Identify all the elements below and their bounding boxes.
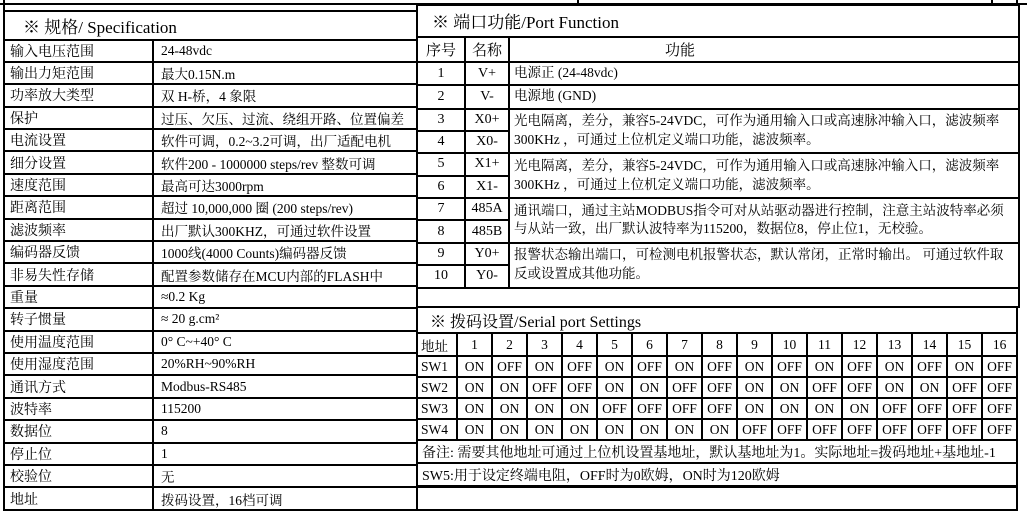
spec-label: 使用温度范围 bbox=[4, 331, 153, 353]
sw-state-cell: ON bbox=[597, 419, 632, 440]
sw-state-cell: OFF bbox=[807, 419, 842, 440]
sw-name: SW4 bbox=[417, 419, 457, 440]
pin-name: X0+ bbox=[465, 109, 509, 131]
sw-state-cell: OFF bbox=[982, 398, 1017, 419]
spec-row bbox=[4, 308, 419, 330]
pin-name: Y0- bbox=[465, 265, 509, 287]
pin-function: 光电隔离，差分，兼容5-24VDC，可作为通用输入口或高速脉冲输入口，滤波频率300KHz ，可通过上位机定义端口功能，滤波频率。 bbox=[509, 109, 1019, 154]
pin-function: 电源正 (24-48vdc) bbox=[509, 62, 1019, 85]
sw-state-cell: OFF bbox=[702, 398, 737, 419]
address-cell: 8 bbox=[702, 333, 737, 356]
address-cell: 4 bbox=[562, 333, 597, 356]
address-label: 地址 bbox=[417, 333, 457, 356]
port-empty-row bbox=[417, 288, 1019, 307]
spec-label: 保护 bbox=[4, 107, 153, 129]
dip-empty-row bbox=[417, 487, 1017, 510]
sw-row bbox=[417, 356, 1017, 377]
spec-value: 配置参数储存在MCU内部的FLASH中 bbox=[153, 263, 419, 285]
port-title-row bbox=[417, 5, 1019, 37]
spec-row bbox=[4, 331, 419, 353]
spec-label: 使用湿度范围 bbox=[4, 353, 153, 375]
sw-state-cell: ON bbox=[562, 398, 597, 419]
spec-label: 转子惯量 bbox=[4, 308, 153, 330]
sw-state-cell: ON bbox=[632, 377, 667, 398]
port-col-header-index: 序号 bbox=[417, 37, 465, 62]
sw-state-cell: OFF bbox=[842, 419, 877, 440]
sw-state-cell: OFF bbox=[562, 356, 597, 377]
sw-row bbox=[417, 398, 1017, 419]
pin-function: 电源地 (GND) bbox=[509, 85, 1019, 108]
sw-state-cell: OFF bbox=[562, 377, 597, 398]
sw-state-cell: ON bbox=[877, 356, 912, 377]
sw-state-cell: ON bbox=[597, 377, 632, 398]
spec-label: 地址 bbox=[4, 487, 153, 510]
spec-label: 速度范围 bbox=[4, 174, 153, 196]
spec-row bbox=[4, 62, 419, 84]
sw-state-cell: OFF bbox=[632, 356, 667, 377]
spec-value: 软件可调，0.2~3.2可调，出厂适配电机 bbox=[153, 129, 419, 151]
pin-function: 通讯端口，通过主站MODBUS指令可对从站驱动器进行控制，注意主站波特率必须与从站一致，出厂默认波特率为115200，数据位8，停止位1，无校验。 bbox=[509, 198, 1019, 243]
pin-name: X1+ bbox=[465, 153, 509, 175]
spec-value: 超过 10,000,000 圈 (200 steps/rev) bbox=[153, 196, 419, 218]
sw-state-cell: ON bbox=[772, 377, 807, 398]
pin-function: 报警状态输出端口，可检测电机报警状态，默认常闭，正常时输出。 可通过软件取反或设置成其他功能。 bbox=[509, 243, 1019, 288]
spec-value: 最大0.15N.m bbox=[153, 62, 419, 84]
address-cell: 3 bbox=[527, 333, 562, 356]
sw-state-cell: OFF bbox=[947, 377, 982, 398]
empty-cell bbox=[417, 487, 1017, 510]
sw-state-cell: ON bbox=[842, 398, 877, 419]
spec-row bbox=[4, 487, 419, 510]
pin-name: 485B bbox=[465, 220, 509, 242]
spec-row bbox=[4, 375, 419, 397]
address-cell: 15 bbox=[947, 333, 982, 356]
sw-state-cell: ON bbox=[737, 356, 772, 377]
dip-settings-table bbox=[416, 306, 1018, 511]
spec-label: 输出力矩范围 bbox=[4, 62, 153, 84]
port-function-table bbox=[416, 4, 1020, 308]
base-address-note: 备注: 需要其他地址可通过上位机设置基地址，默认基地址为1。实际地址=拨码地址+基地址-1 bbox=[417, 440, 1017, 463]
specification-table bbox=[3, 10, 420, 511]
sw-name: SW1 bbox=[417, 356, 457, 377]
sw-state-cell: ON bbox=[667, 356, 702, 377]
spec-row bbox=[4, 263, 419, 285]
sw-state-cell: OFF bbox=[702, 377, 737, 398]
spec-label: 细分设置 bbox=[4, 151, 153, 173]
port-row bbox=[417, 109, 1019, 131]
spec-row bbox=[4, 129, 419, 151]
port-col-header-name: 名称 bbox=[465, 37, 509, 62]
pin-name: V- bbox=[465, 85, 509, 108]
address-cell: 1 bbox=[457, 333, 492, 356]
port-row bbox=[417, 243, 1019, 265]
sw-state-cell: ON bbox=[562, 419, 597, 440]
address-cell: 12 bbox=[842, 333, 877, 356]
spec-row bbox=[4, 174, 419, 196]
port-header-row bbox=[417, 37, 1019, 62]
address-cell: 9 bbox=[737, 333, 772, 356]
spec-label: 数据位 bbox=[4, 420, 153, 442]
spec-label: 波特率 bbox=[4, 398, 153, 420]
spec-label: 通讯方式 bbox=[4, 375, 153, 397]
sw-state-cell: ON bbox=[947, 356, 982, 377]
spec-label: 非易失性存储 bbox=[4, 263, 153, 285]
address-cell: 14 bbox=[912, 333, 947, 356]
spec-value: 最高可达3000rpm bbox=[153, 174, 419, 196]
pin-name: X1- bbox=[465, 176, 509, 198]
sw-state-cell: ON bbox=[492, 377, 527, 398]
spec-value: 8 bbox=[153, 420, 419, 442]
port-row bbox=[417, 62, 1019, 85]
sw-state-cell: OFF bbox=[947, 419, 982, 440]
address-cell: 16 bbox=[982, 333, 1017, 356]
address-cell: 7 bbox=[667, 333, 702, 356]
pin-number: 6 bbox=[417, 176, 465, 198]
spec-value: 无 bbox=[153, 465, 419, 487]
sw-state-cell: ON bbox=[527, 398, 562, 419]
sw-state-cell: ON bbox=[632, 419, 667, 440]
sw-state-cell: OFF bbox=[772, 419, 807, 440]
spec-row bbox=[4, 241, 419, 263]
sw-state-cell: OFF bbox=[597, 398, 632, 419]
sw-row bbox=[417, 419, 1017, 440]
dip-section-title: ※ 拨码设置/Serial port Settings bbox=[417, 307, 1017, 333]
sw-state-cell: ON bbox=[527, 356, 562, 377]
spec-value: 拨码设置，16档可调 bbox=[153, 487, 419, 510]
sw-state-cell: OFF bbox=[772, 356, 807, 377]
sw-name: SW3 bbox=[417, 398, 457, 419]
pin-number: 1 bbox=[417, 62, 465, 85]
pin-function: 光电隔离，差分，兼容5-24VDC，可作为通用输入口或高速脉冲输入口，滤波频率300KHz ，可通过上位机定义端口功能，滤波频率。 bbox=[509, 153, 1019, 198]
spec-value: 1000线(4000 Counts)编码器反馈 bbox=[153, 241, 419, 263]
pin-name: Y0+ bbox=[465, 243, 509, 265]
sw-state-cell: ON bbox=[457, 356, 492, 377]
sw-state-cell: OFF bbox=[947, 398, 982, 419]
sw5-note: SW5:用于设定终端电阻，OFF时为0欧姆，ON时为120欧姆 bbox=[417, 463, 1017, 487]
spec-row bbox=[4, 286, 419, 308]
spec-row bbox=[4, 196, 419, 218]
spec-value: 20%RH~90%RH bbox=[153, 353, 419, 375]
sw-state-cell: ON bbox=[737, 398, 772, 419]
sw-state-cell: OFF bbox=[877, 419, 912, 440]
spec-label: 输入电压范围 bbox=[4, 40, 153, 62]
sw-state-cell: ON bbox=[807, 356, 842, 377]
sw-state-cell: OFF bbox=[877, 398, 912, 419]
spec-row bbox=[4, 398, 419, 420]
spec-label: 电流设置 bbox=[4, 129, 153, 151]
address-cell: 6 bbox=[632, 333, 667, 356]
sw-state-cell: OFF bbox=[737, 419, 772, 440]
sw-state-cell: OFF bbox=[912, 356, 947, 377]
spec-section-title: ※ 规格/ Specification bbox=[4, 11, 419, 40]
pin-number: 3 bbox=[417, 109, 465, 131]
spec-value: 24-48vdc bbox=[153, 40, 419, 62]
sw-state-cell: OFF bbox=[842, 356, 877, 377]
sw-state-cell: OFF bbox=[982, 419, 1017, 440]
pin-number: 8 bbox=[417, 220, 465, 242]
port-row bbox=[417, 198, 1019, 220]
spec-row bbox=[4, 353, 419, 375]
pin-number: 9 bbox=[417, 243, 465, 265]
address-cell: 5 bbox=[597, 333, 632, 356]
address-cell: 10 bbox=[772, 333, 807, 356]
address-cell: 11 bbox=[807, 333, 842, 356]
spec-value: 软件200 - 1000000 steps/rev 整数可调 bbox=[153, 151, 419, 173]
spec-label: 滤波频率 bbox=[4, 219, 153, 241]
spec-value: ≈ 20 g.cm² bbox=[153, 308, 419, 330]
spec-value: Modbus-RS485 bbox=[153, 375, 419, 397]
dip-address-row bbox=[417, 333, 1017, 356]
spec-value: 双 H-桥，4 象限 bbox=[153, 84, 419, 106]
sw-state-cell: ON bbox=[912, 377, 947, 398]
pin-number: 7 bbox=[417, 198, 465, 220]
pin-number: 5 bbox=[417, 153, 465, 175]
note-row bbox=[417, 440, 1017, 463]
spec-row bbox=[4, 40, 419, 62]
sw-state-cell: ON bbox=[457, 419, 492, 440]
sw-state-cell: ON bbox=[492, 398, 527, 419]
spec-row bbox=[4, 443, 419, 465]
spec-value: 1 bbox=[153, 443, 419, 465]
sw-state-cell: ON bbox=[702, 419, 737, 440]
spec-value: ≈0.2 Kg bbox=[153, 286, 419, 308]
spec-value: 0° C~+40° C bbox=[153, 331, 419, 353]
port-row bbox=[417, 85, 1019, 108]
spec-value: 115200 bbox=[153, 398, 419, 420]
dip-title-row bbox=[417, 307, 1017, 333]
spec-label: 功率放大类型 bbox=[4, 84, 153, 106]
sw-state-cell: OFF bbox=[667, 377, 702, 398]
sw-state-cell: ON bbox=[667, 419, 702, 440]
pin-name: X0- bbox=[465, 131, 509, 153]
sw-state-cell: OFF bbox=[492, 356, 527, 377]
spec-row bbox=[4, 84, 419, 106]
spec-row bbox=[4, 107, 419, 129]
sw-state-cell: ON bbox=[807, 398, 842, 419]
pin-number: 10 bbox=[417, 265, 465, 287]
sw-state-cell: ON bbox=[597, 356, 632, 377]
spec-row bbox=[4, 151, 419, 173]
sw-state-cell: ON bbox=[737, 377, 772, 398]
pin-name: V+ bbox=[465, 62, 509, 85]
empty-cell bbox=[417, 288, 1019, 307]
sw-state-cell: ON bbox=[877, 377, 912, 398]
address-cell: 2 bbox=[492, 333, 527, 356]
spec-label: 距离范围 bbox=[4, 196, 153, 218]
port-section-title: ※ 端口功能/Port Function bbox=[417, 5, 1019, 37]
sw-state-cell: ON bbox=[492, 419, 527, 440]
address-cell: 13 bbox=[877, 333, 912, 356]
sw-state-cell: OFF bbox=[912, 419, 947, 440]
pin-number: 2 bbox=[417, 85, 465, 108]
sw-state-cell: OFF bbox=[667, 398, 702, 419]
spec-label: 重量 bbox=[4, 286, 153, 308]
sw-state-cell: OFF bbox=[702, 356, 737, 377]
spec-row bbox=[4, 219, 419, 241]
spec-title-row bbox=[4, 11, 419, 40]
sw-state-cell: ON bbox=[527, 419, 562, 440]
spec-label: 停止位 bbox=[4, 443, 153, 465]
sw-state-cell: OFF bbox=[982, 356, 1017, 377]
sw-name: SW2 bbox=[417, 377, 457, 398]
spec-value: 过压、欠压、过流、绕组开路、位置偏差 bbox=[153, 107, 419, 129]
spec-value: 出厂默认300KHZ，可通过软件设置 bbox=[153, 219, 419, 241]
sw-state-cell: OFF bbox=[807, 377, 842, 398]
sw-state-cell: OFF bbox=[982, 377, 1017, 398]
sw-state-cell: ON bbox=[457, 398, 492, 419]
spec-row bbox=[4, 465, 419, 487]
port-col-header-function: 功能 bbox=[509, 37, 1019, 62]
spec-label: 校验位 bbox=[4, 465, 153, 487]
sw-state-cell: ON bbox=[457, 377, 492, 398]
sw-row bbox=[417, 377, 1017, 398]
pin-name: 485A bbox=[465, 198, 509, 220]
port-row bbox=[417, 153, 1019, 175]
sw-state-cell: OFF bbox=[912, 398, 947, 419]
sw-state-cell: ON bbox=[772, 398, 807, 419]
sw-state-cell: OFF bbox=[632, 398, 667, 419]
sw-state-cell: OFF bbox=[527, 377, 562, 398]
pin-number: 4 bbox=[417, 131, 465, 153]
sw5-note-row bbox=[417, 463, 1017, 487]
spec-label: 编码器反馈 bbox=[4, 241, 153, 263]
sw-state-cell: OFF bbox=[842, 377, 877, 398]
spec-row bbox=[4, 420, 419, 442]
